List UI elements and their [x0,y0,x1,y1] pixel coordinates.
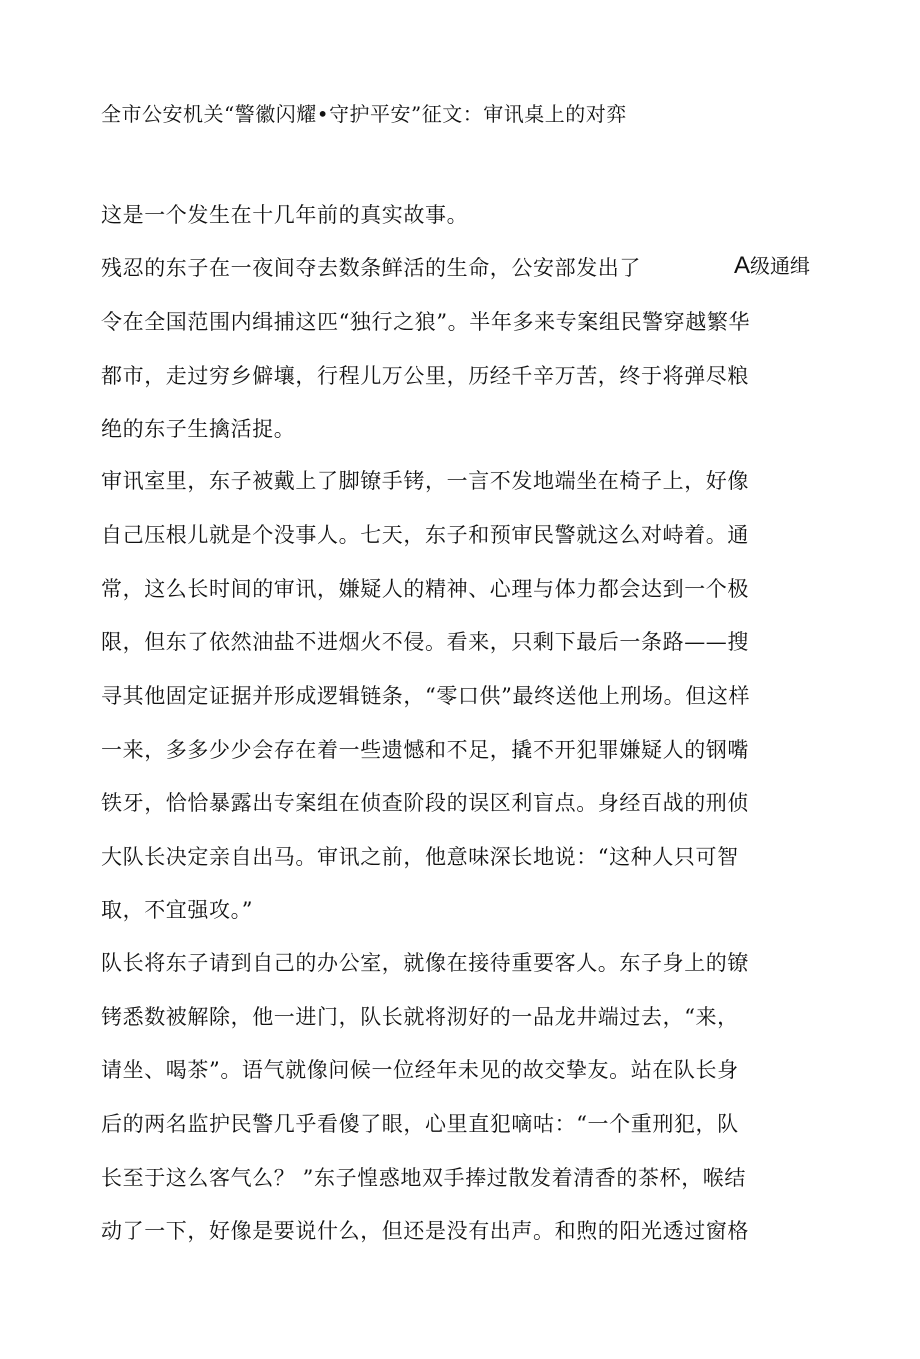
paragraph-line: 铁牙，恰恰暴露出专案组在侦查阶段的误区利盲点。身经百战的刑侦 [101,791,749,815]
paragraph-line: 队长将东子请到自己的办公室，就像在接待重要客人。东子身上的镣 [101,951,749,975]
paragraph-line: 这是一个发生在十几年前的真实故事。 [101,203,469,227]
grade-letter: A [734,252,751,279]
paragraph-line: 一来，多多少少会存在着一些遗憾和不足，撬不开犯罪嫌疑人的钢嘴 [101,738,749,762]
paragraph-line: 请坐、喝茶”。语气就像问候一位经年未见的故交挚友。站在队长身 [101,1058,739,1082]
paragraph-line: 动了一下，好像是要说什么，但还是没有出声。和煦的阳光透过窗格 [101,1219,749,1243]
paragraph-line: 长至于这么客气么？ ”东子惶惑地双手捧过散发着清香的茶杯，喉结 [101,1166,747,1190]
paragraph-line: 后的两名监护民警几乎看傻了眼，心里直犯嘀咕：“一个重刑犯，队 [101,1112,739,1136]
document-title: 全市公安机关“警徽闪耀•守护平安”征文：审讯桌上的对弈 [101,102,627,126]
paragraph-line: 都市，走过穷乡僻壤，行程儿万公里，历经千辛万苦，终于将弹尽粮 [101,364,749,388]
paragraph-line: 残忍的东子在一夜间夺去数条鲜活的生命，公安部发出了 [101,256,641,280]
paragraph-line: 审讯室里，东子被戴上了脚镣手铐，一言不发地端坐在椅子上，好像 [101,469,749,493]
grade-text: 级通缉 [750,254,811,278]
paragraph-line: 寻其他固定证据并形成逻辑链条，“零口供”最终送他上刑场。但这样 [101,684,751,708]
paragraph-line: 取，不宜强攻。” [101,898,254,922]
paragraph-line: 大队长决定亲自出马。审讯之前，他意味深长地说：“这种人只可智 [101,845,739,869]
paragraph-line: 限，但东了依然油盐不进烟火不侵。看来，只剩下最后一条路——搜 [101,630,749,654]
paragraph-line: 铐悉数被解除，他一进门，队长就将沏好的一品龙井端过去，“来， [101,1005,739,1029]
grade-label [734,252,810,282]
paragraph-line: 令在全国范围内缉捕这匹“独行之狼”。半年多来专案组民警穿越繁华 [101,310,751,334]
paragraph-line: 绝的东子生擒活捉。 [101,417,296,441]
paragraph-line: 常，这么长时间的审讯，嫌疑人的精神、心理与体力都会达到一个极 [101,577,749,601]
paragraph-line: 自己压根儿就是个没事人。七天，东子和预审民警就这么对峙着。通 [101,523,749,547]
